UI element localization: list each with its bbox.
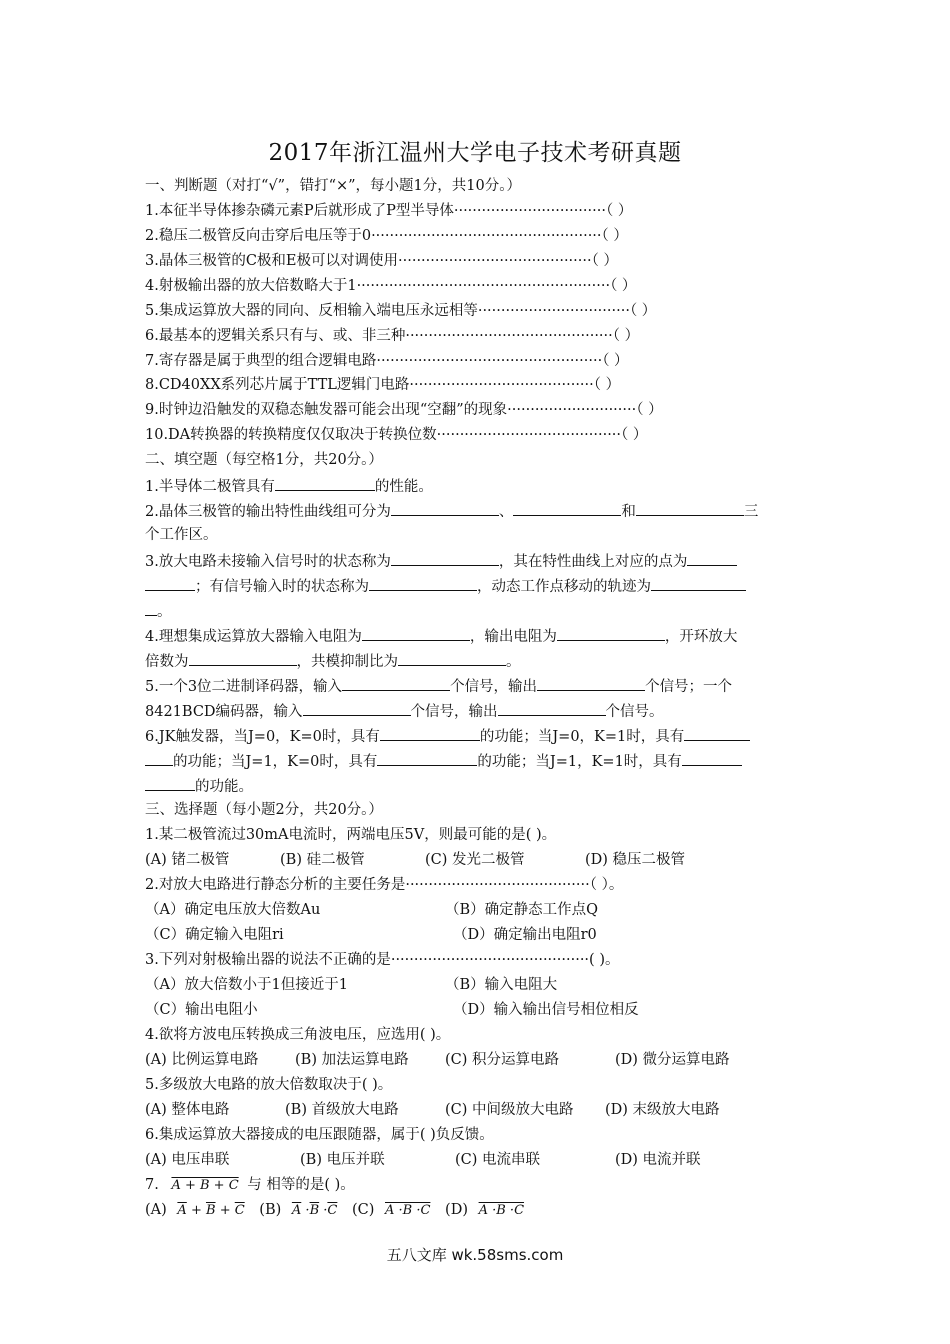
option-c: (C) 积分运算电路 <box>445 1052 560 1068</box>
section-heading: 一、判断题（对打“√”，错打“×”，每小题1分，共10分。） <box>145 178 521 194</box>
choice-question-3 <box>145 950 619 970</box>
question-text: ，输出电阻为 <box>469 629 557 645</box>
item-text: 7.寄存器是属于典型的组合逻辑电路 <box>145 353 377 369</box>
expr-operator: + <box>219 1203 231 1218</box>
question-text: 的性能。 <box>374 479 433 495</box>
judge-item <box>145 226 628 246</box>
judge-item <box>145 400 663 420</box>
answer-blank <box>398 650 506 666</box>
answer-blank <box>682 750 742 766</box>
option-d-label: (D) <box>445 1202 468 1218</box>
option-a-label: (A) <box>145 1202 167 1218</box>
answer-blank <box>189 650 297 666</box>
question-text: 3.下列对射极输出器的说法不正确的是 <box>145 952 391 968</box>
option-c: (C) 中间级放大电路 <box>445 1102 574 1118</box>
boolean-expression: A + B + C <box>171 1178 239 1193</box>
answer-paren: （ ） <box>605 203 633 219</box>
choice-options <box>145 1150 701 1170</box>
option-a: (A) 比例运算电路 <box>145 1052 259 1068</box>
question-text: 与 相等的是( )。 <box>247 1177 355 1193</box>
choice-question-1: 1.某二极管流过30mA电流时，两端电压5V，则最可能的是( )。 <box>145 827 557 843</box>
section-heading: 二、填空题（每空格1分，共20分。） <box>145 452 383 468</box>
fill-question-4 <box>145 625 737 647</box>
answer-blank <box>391 550 499 566</box>
choice-question-5: 5.多级放大电路的放大倍数取决于( )。 <box>145 1077 393 1093</box>
leader-dots: ·················································· <box>371 228 602 244</box>
answer-paren: （ ） <box>602 353 629 369</box>
answer-blank <box>369 575 477 591</box>
item-text: 1.本征半导体掺杂磷元素P后就形成了P型半导体 <box>145 203 454 219</box>
choice-options <box>145 1200 524 1221</box>
question-text: 和 <box>621 504 636 520</box>
question-text: 。 <box>506 654 521 670</box>
question-text: 5.一个3位二进制译码器，输入 <box>145 679 343 695</box>
answer-paren: （ ） <box>621 427 648 443</box>
footer-watermark[interactable]: 五八文库 wk.58sms.com <box>386 1246 564 1264</box>
fill-question-2 <box>145 500 758 522</box>
question-text: 三 <box>743 504 759 520</box>
question-text: 个信号，输出 <box>450 679 538 695</box>
option-c-expression: A ·B ·C <box>385 1203 431 1218</box>
judge-item <box>145 326 639 346</box>
question-text: ，动态工作点移动的轨迹为 <box>477 579 651 595</box>
question-text: ，开环放大 <box>664 629 738 645</box>
option-a: (A) 电压串联 <box>145 1152 230 1168</box>
answer-blank <box>651 575 746 591</box>
answer-blank <box>145 600 157 616</box>
answer-blank <box>687 550 737 566</box>
option-d: (D) 电流并联 <box>615 1152 701 1168</box>
option-b: (B) 加法运算电路 <box>295 1052 409 1068</box>
answer-paren: （ ） <box>591 253 618 269</box>
option-b: (B) 首级放大电路 <box>285 1102 399 1118</box>
question-text: 的功能；当J=1，K=0时，具有 <box>173 754 378 770</box>
question-text: 个工作区。 <box>145 527 218 543</box>
choice-options <box>145 900 598 920</box>
question-text: 个信号；一个 <box>645 679 733 695</box>
answer-paren: （ ）。 <box>589 877 624 893</box>
fill-question-1 <box>145 475 433 497</box>
answer-blank <box>380 725 480 741</box>
answer-blank <box>275 475 375 491</box>
option-d: （D）输入输出信号相位相反 <box>453 1002 639 1018</box>
choice-question-7 <box>145 1175 355 1196</box>
option-a: (A) 锗二极管 <box>145 852 230 868</box>
leader-dots: ································· <box>453 203 606 219</box>
question-text: 个信号。 <box>605 704 664 720</box>
answer-paren: （ ） <box>629 303 657 319</box>
expr-term: $\overline{B}$ <box>309 1203 320 1218</box>
fill-question-6 <box>145 725 750 747</box>
option-c: (C) 电流串联 <box>455 1152 541 1168</box>
question-text: 4.理想集成运算放大器输入电阻为 <box>145 629 362 645</box>
choice-question-2 <box>145 875 623 895</box>
leader-dots: ······················································· <box>356 278 611 294</box>
option-d: (D) 微分运算电路 <box>615 1052 730 1068</box>
answer-blank <box>513 500 621 516</box>
question-text: 8421BCD编码器，输入 <box>145 704 303 720</box>
answer-paren: （ ） <box>636 402 663 418</box>
choice-question-4: 4.欲将方波电压转换成三角波电压，应选用( )。 <box>145 1027 451 1043</box>
answer-blank <box>391 500 499 516</box>
answer-blank <box>557 625 665 641</box>
question-text: 的功能。 <box>195 779 253 795</box>
item-text: 2.稳压二极管反向击穿后电压等于0 <box>145 228 372 244</box>
question-text: 2.对放大电路进行静态分析的主要任务是 <box>145 877 406 893</box>
leader-dots: ········································ <box>409 377 594 393</box>
expr-term: $\overline{B}$ <box>205 1203 216 1218</box>
choice-options <box>145 1100 720 1120</box>
choice-question-6: 6.集成运算放大器接成的电压跟随器，属于( )负反馈。 <box>145 1127 494 1143</box>
option-d: (D) 稳压二极管 <box>585 852 686 868</box>
judge-item <box>145 201 632 221</box>
question-text: ，其在特性曲线上对应的点为 <box>498 554 688 570</box>
question-number: 7. <box>145 1177 159 1193</box>
choice-options <box>145 975 557 995</box>
item-text: 3.晶体三极管的C极和E极可以对调使用 <box>145 253 399 269</box>
question-text: 个信号，输出 <box>410 704 498 720</box>
expr-operator: · <box>305 1203 310 1218</box>
leader-dots: ···························· <box>507 402 637 418</box>
expr-term: $\overline{C}$ <box>234 1203 245 1218</box>
answer-blank <box>377 750 477 766</box>
answer-blank <box>145 775 195 791</box>
judge-item <box>145 251 618 271</box>
question-text: 的功能；当J=0，K=1时，具有 <box>479 729 685 745</box>
question-text: 。 <box>157 604 172 620</box>
fill-question-3 <box>145 550 737 572</box>
expr-term: $\overline{C}$ <box>327 1203 338 1218</box>
judge-item <box>145 276 636 296</box>
item-text: 5.集成运算放大器的同向、反相输入端电压永远相等 <box>145 303 478 319</box>
leader-dots: ········································ <box>436 427 622 443</box>
question-line <box>145 775 253 797</box>
question-line <box>145 650 521 672</box>
item-text: 10.DA转换器的转换精度仅仅取决于转换位数 <box>145 427 437 443</box>
fill-question-5 <box>145 675 732 697</box>
judge-item <box>145 425 647 445</box>
answer-blank <box>145 575 195 591</box>
option-a: (A) 整体电路 <box>145 1102 230 1118</box>
leader-dots: ··········································· <box>390 952 590 968</box>
option-d: （D）确定输出电阻r0 <box>453 927 597 943</box>
item-text: 6.最基本的逻辑关系只有与、或、非三种 <box>145 328 406 344</box>
item-text: 9.时钟边沿触发的双稳态触发器可能会出现“空翻”的现象 <box>145 402 508 418</box>
page-title: 2017年浙江温州大学电子技术考研真题 <box>268 140 682 166</box>
choice-options <box>145 1050 730 1070</box>
answer-blank <box>537 675 645 691</box>
question-text: 1.半导体二极管具有 <box>145 479 275 495</box>
expr-operator: + <box>190 1203 202 1218</box>
section-heading: 三、选择题（每小题2分，共20分。） <box>145 802 383 818</box>
leader-dots: ········································ <box>405 877 590 893</box>
option-b-label: (B) <box>259 1202 282 1218</box>
option-b: (B) 硅二极管 <box>280 852 365 868</box>
question-text: ，共模抑制比为 <box>296 654 398 670</box>
option-a-expression <box>177 1203 244 1218</box>
answer-paren: （ ） <box>601 228 628 244</box>
question-line <box>145 750 742 772</box>
question-line <box>145 700 664 722</box>
option-d: (D) 末级放大电路 <box>605 1102 720 1118</box>
answer-blank <box>498 700 606 716</box>
answer-blank <box>342 675 450 691</box>
question-text: 2.晶体三极管的输出特性曲线组可分为 <box>145 504 391 520</box>
answer-paren: （ ） <box>593 377 621 393</box>
item-text: 4.射极输出器的放大倍数略大于1 <box>145 278 357 294</box>
judge-item <box>145 301 656 321</box>
question-text: 倍数为 <box>145 654 189 670</box>
question-text: ；有信号输入时的状态称为 <box>195 579 369 595</box>
option-a: （A）放大倍数小于1但接近于1 <box>145 977 348 993</box>
question-line <box>145 600 172 622</box>
answer-blank <box>362 625 470 641</box>
option-a: （A）确定电压放大倍数Au <box>145 902 321 918</box>
answer-paren: ( )。 <box>589 952 620 968</box>
leader-dots: ·········································· <box>398 253 592 269</box>
option-b-expression <box>292 1203 337 1218</box>
answer-blank <box>636 500 744 516</box>
leader-dots: ············································· <box>405 328 613 344</box>
answer-blank <box>303 700 411 716</box>
question-text: 、 <box>498 504 514 520</box>
question-text: 3.放大电路未接输入信号时的状态称为 <box>145 554 391 570</box>
expr-term: $\overline{A}$ <box>177 1203 187 1218</box>
option-b: (B) 电压并联 <box>300 1152 385 1168</box>
leader-dots: ································· <box>477 303 630 319</box>
judge-item <box>145 351 629 371</box>
option-c: （C）输出电阻小 <box>145 1002 258 1018</box>
option-c: （C）确定输入电阻ri <box>145 927 284 943</box>
option-c-label: (C) <box>351 1202 375 1218</box>
question-line <box>145 575 746 597</box>
option-d-expression: A ·B ·C <box>478 1203 525 1218</box>
judge-item <box>145 375 620 395</box>
expr-term: $\overline{A}$ <box>291 1203 302 1218</box>
choice-options <box>145 850 685 870</box>
option-b: （B）输入电阻大 <box>445 977 558 993</box>
question-text: 的功能；当J=1，K=1时，具有 <box>477 754 682 770</box>
leader-dots: ················································· <box>376 353 603 369</box>
answer-paren: （ ） <box>610 278 637 294</box>
option-c: (C) 发光二极管 <box>425 852 525 868</box>
question-text: 6.JK触发器，当J=0，K=0时，具有 <box>145 729 380 745</box>
answer-blank <box>145 750 173 766</box>
choice-options <box>145 925 597 945</box>
answer-blank <box>684 725 750 741</box>
item-text: 8.CD40XX系列芯片属于TTL逻辑门电路 <box>145 377 410 393</box>
option-b: （B）确定静态工作点Q <box>445 902 599 918</box>
choice-options <box>145 1000 639 1020</box>
expr-operator: · <box>323 1203 328 1218</box>
answer-paren: （ ） <box>612 328 640 344</box>
